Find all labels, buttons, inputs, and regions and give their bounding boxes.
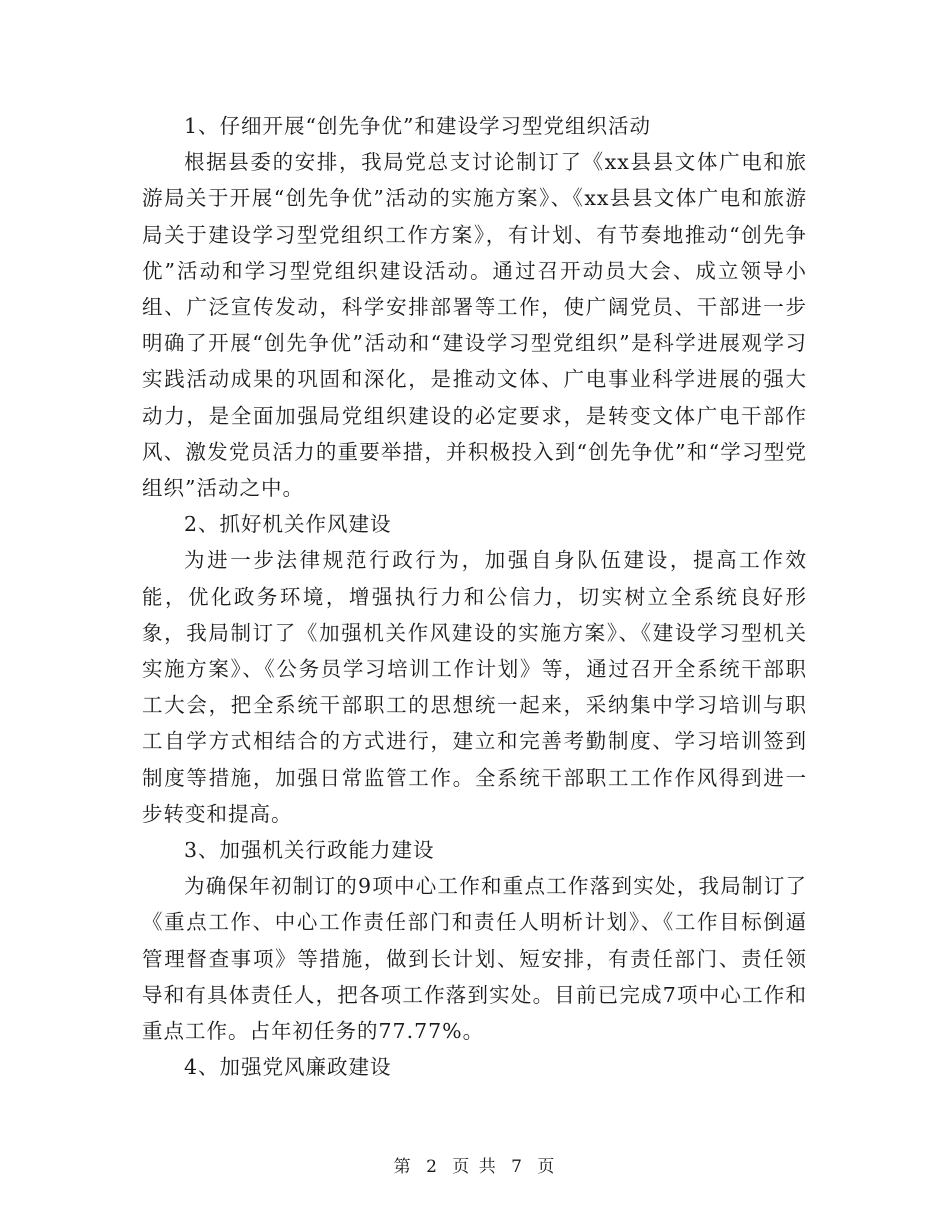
document-body xyxy=(142,108,807,1085)
footer-prefix: 第 xyxy=(393,1157,413,1177)
page-footer xyxy=(0,1152,950,1177)
footer-middle: 页 共 xyxy=(452,1157,498,1177)
section-4-heading: 4、加强党风廉政建设 xyxy=(184,1055,392,1080)
section-1-heading: 1、仔细开展“创先争优”和建设学习型党组织活动 xyxy=(184,114,652,138)
section-2-heading: 2、抓好机关作风建设 xyxy=(184,512,392,537)
footer-page-number: 2 xyxy=(426,1157,439,1177)
footer-suffix: 页 xyxy=(537,1157,557,1177)
section-3-heading: 3、加强机关行政能力建设 xyxy=(184,838,435,863)
section-3-paragraph: 为确保年初制订的9项中心工作和重点工作落到实处，我局制订了《重点工作、中心工作责任部门和责任人明析计划》、《工作目标倒逼管理督查事项》等措施，做到长计划、短安排，有责任部门、责任领导和有具体责任人，把各项工作落到实处。目前已完成7项中心工作和重点工作。占年初任务的77.77%。 xyxy=(142,874,807,1044)
section-1-paragraph: 根据县委的安排，我局党总支讨论制订了《xx县县文体广电和旅游局关于开展“创先争优”活动的实施方案》、《xx县县文体广电和旅游局关于建设学习型党组织工作方案》，有计划、有节奏地推动“创先争优”活动和学习型党组织建设活动。通过召开动员大会、成立领导小组、广泛宣传发动，科学安排部署等工作，使广阔党员、干部进一步明确了开展“创先争优”活动和“建设学习型党组织”是科学进展观学习实践活动成果的巩固和深化，是推动文体、广电事业科学进展的强大动力，是全面加强局党组织建设的必定要求，是转变文体广电干部作风、激发党员活力的重要举措，并积极投入到“创先争优”和“学习型党组织”活动之中。 xyxy=(142,150,807,501)
section-2-paragraph: 为进一步法律规范行政行为，加强自身队伍建设，提高工作效能，优化政务环境，增强执行力和公信力，切实树立全系统良好形象，我局制订了《加强机关作风建设的实施方案》、《建设学习型机关实施方案》、《公务员学习培训工作计划》等，通过召开全系统干部职工大会，把全系统干部职工的思想统一起来，采纳集中学习培训与职工自学方式相结合的方式进行，建立和完善考勤制度、学习培训签到制度等措施，加强日常监管工作。全系统干部职工工作作风得到进一步转变和提高。 xyxy=(142,548,807,826)
footer-total-pages: 7 xyxy=(511,1157,524,1177)
